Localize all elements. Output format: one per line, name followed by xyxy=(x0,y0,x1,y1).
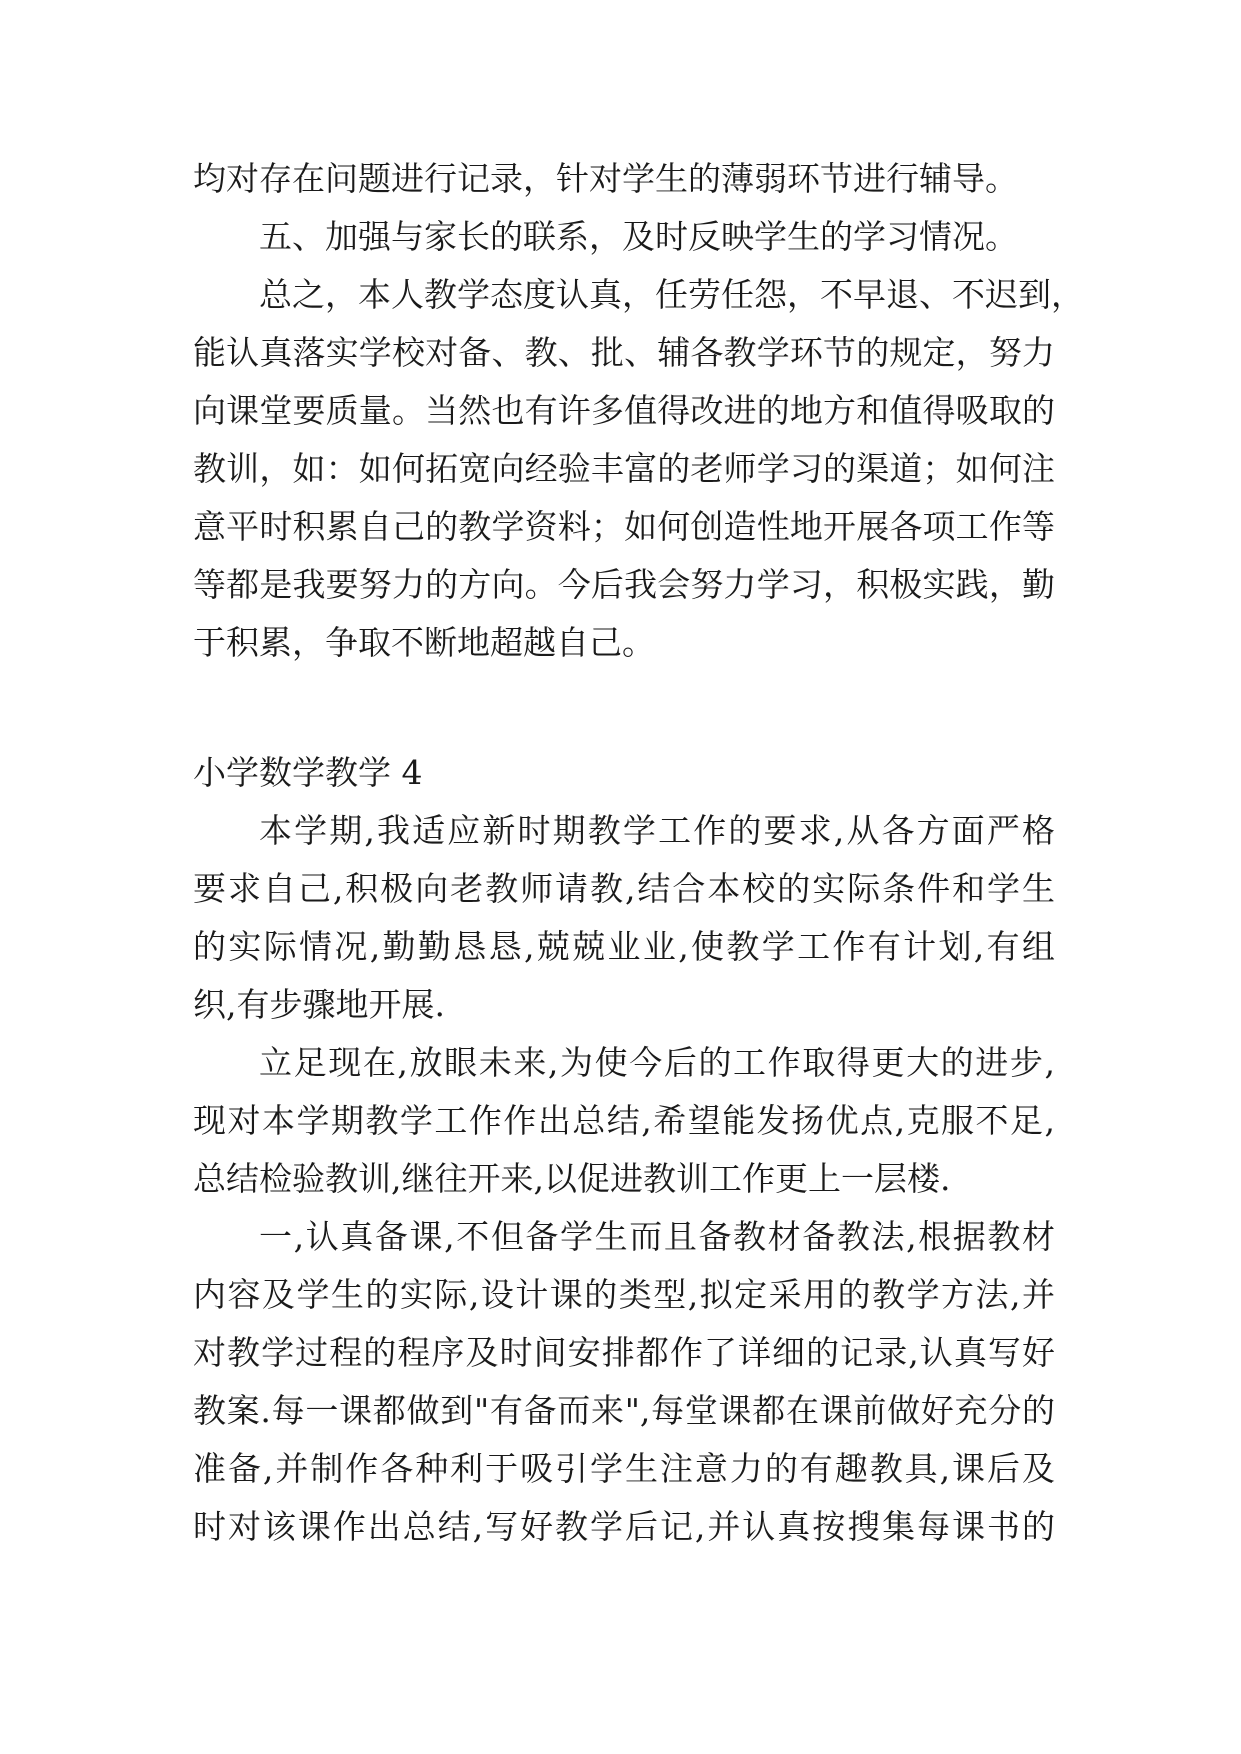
paragraph-line: 于积累，争取不断地超越自己。 xyxy=(193,623,655,662)
paragraph-line: 向课堂要质量。当然也有许多值得改进的地方和值得吸取的 xyxy=(193,391,1055,430)
section-a xyxy=(193,150,1084,672)
paragraph-line: 教训，如：如何拓宽向经验丰富的老师学习的渠道；如何注 xyxy=(193,449,1055,488)
paragraph-line: 总结检验教训,继往开来,以促进教训工作更上一层楼. xyxy=(193,1159,951,1198)
paragraph-line: 意平时积累自己的教学资料；如何创造性地开展各项工作等 xyxy=(193,507,1055,546)
paragraph-line: 时对该课作出总结,写好教学后记,并认真按搜集每课书的 xyxy=(193,1507,1055,1546)
paragraph-line: 对教学过程的程序及时间安排都作了详细的记录,认真写好 xyxy=(193,1333,1055,1372)
paragraph-line: 教案.每一课都做到"有备而来",每堂课都在课前做好充分的 xyxy=(193,1391,1055,1430)
paragraph-line: 现对本学期教学工作作出总结,希望能发扬优点,克服不足, xyxy=(193,1101,1055,1140)
paragraph-line: 五、加强与家长的联系，及时反映学生的学习情况。 xyxy=(259,217,1018,256)
paragraph-line: 能认真落实学校对备、教、批、辅各教学环节的规定，努力 xyxy=(193,333,1055,372)
document-page xyxy=(193,150,1084,1556)
paragraph-line: 的实际情况,勤勤恳恳,兢兢业业,使教学工作有计划,有组 xyxy=(193,927,1055,966)
paragraph-line: 均对存在问题进行记录，针对学生的薄弱环节进行辅导。 xyxy=(193,159,1018,198)
paragraph-line: 等都是我要努力的方向。今后我会努力学习，积极实践，勤 xyxy=(193,565,1055,604)
section-b xyxy=(193,744,1055,1556)
section-gap xyxy=(193,672,1055,744)
paragraph-line: 织,有步骤地开展. xyxy=(193,985,445,1024)
section-heading: 小学数学教学 4 xyxy=(193,753,423,792)
paragraph-line: 本学期,我适应新时期教学工作的要求,从各方面严格 xyxy=(259,811,1055,850)
paragraph-line: 准备,并制作各种利于吸引学生注意力的有趣教具,课后及 xyxy=(193,1449,1055,1488)
paragraph-line: 立足现在,放眼未来,为使今后的工作取得更大的进步, xyxy=(259,1043,1055,1082)
paragraph-line: 一,认真备课,不但备学生而且备教材备教法,根据教材 xyxy=(259,1217,1055,1256)
paragraph-line: 内容及学生的实际,设计课的类型,拟定采用的教学方法,并 xyxy=(193,1275,1055,1314)
paragraph-line: 要求自己,积极向老教师请教,结合本校的实际条件和学生 xyxy=(193,869,1055,908)
paragraph-line: 总之，本人教学态度认真，任劳任怨，不早退、不迟到， xyxy=(259,275,1084,314)
